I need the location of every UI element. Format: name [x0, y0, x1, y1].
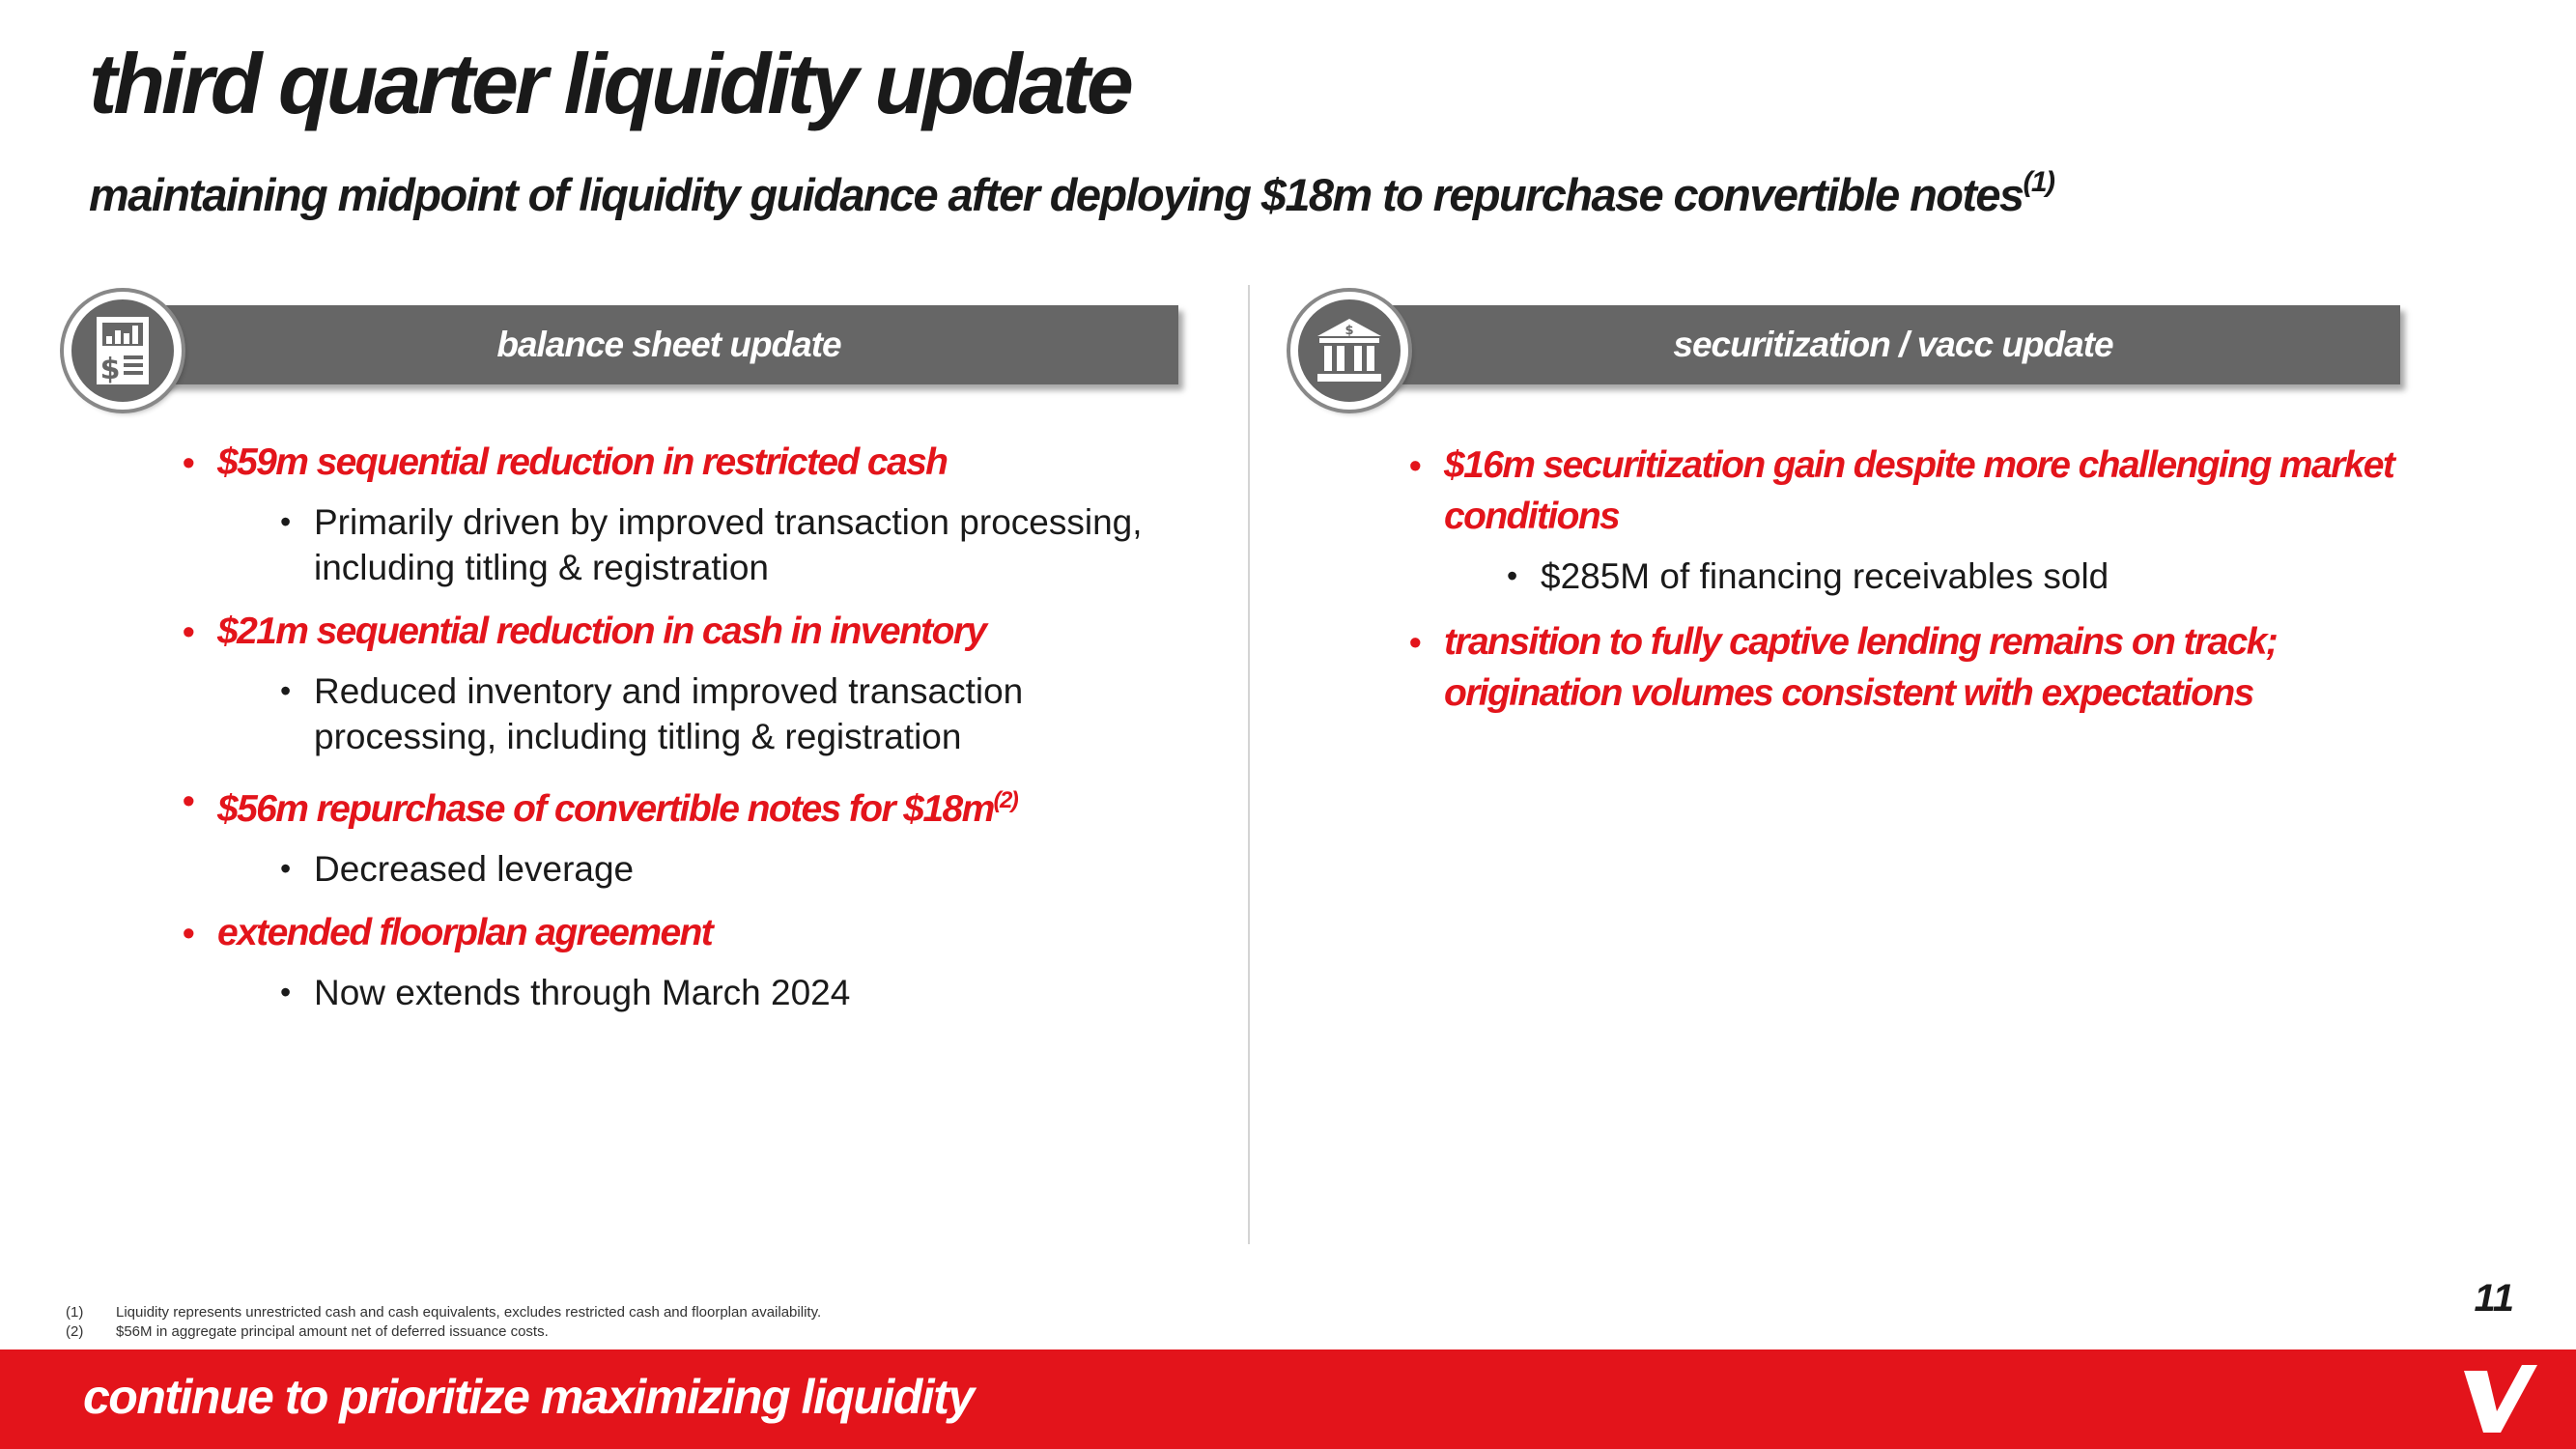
footnote-ref: (2) [993, 787, 1018, 813]
list-subitem: • $285M of financing receivables sold [1405, 554, 2429, 599]
list-subitem: • Now extends through March 2024 [179, 970, 1203, 1015]
footnote-number: (2) [66, 1323, 84, 1340]
list-item: • $21m sequential reduction in cash in inventory [179, 606, 1203, 657]
footnotes [66, 1303, 821, 1342]
list-item: • extended floorplan agreement [179, 907, 1203, 958]
footnote [66, 1322, 821, 1342]
list-item: • $56m repurchase of convertible notes for $\$18m^{(2)}$ [179, 775, 1203, 835]
page-number: 11 [2474, 1277, 2514, 1320]
page-subtitle [89, 166, 2053, 221]
footnote-number: (1) [66, 1304, 84, 1321]
svg-text:$: $ [1345, 324, 1354, 338]
footnote-text: Liquidity represents unrestricted cash and cash equivalents, excludes restricted cash and floorplan availability. [116, 1304, 822, 1321]
list-item: • $59m sequential reduction in restricted cash [179, 437, 1203, 488]
list-subitem: • Decreased leverage [179, 846, 1203, 892]
list-subitem: • Reduced inventory and improved transaction processing, including titling & registration [179, 668, 1203, 759]
securitization-list [1405, 440, 2429, 719]
bank-building-icon [1290, 292, 1408, 410]
list-item: • $16m securitization gain despite more challenging market conditions [1405, 440, 2429, 542]
footer-tagline: continue to prioritize maximizing liquidity [83, 1370, 974, 1424]
column-divider [1248, 285, 1250, 1244]
brand-v-logo [2462, 1363, 2539, 1441]
balance-sheet-header: balance sheet update [496, 325, 841, 364]
list-item: • transition to fully captive lending remains on track; origination volumes consistent with expectations [1405, 616, 2429, 719]
footnote [66, 1303, 821, 1322]
balance-sheet-list [179, 437, 1203, 1031]
footer-bar [0, 1350, 2576, 1449]
page-title: third quarter liquidity update [89, 36, 1130, 131]
footnote-text: $56M in aggregate principal amount net of deferred issuance costs. [116, 1323, 549, 1340]
securitization-banner [1386, 305, 2400, 384]
svg-text:$: $ [99, 353, 121, 386]
subtitle-footnote-ref: (1) [2023, 166, 2054, 198]
balance-sheet-banner [159, 305, 1178, 384]
subtitle-text: maintaining midpoint of liquidity guidance after deploying $18m to repurchase convertible notes [89, 169, 2024, 220]
financial-report-icon [64, 292, 182, 410]
securitization-header: securitization / vacc update [1673, 325, 2113, 364]
list-subitem: • Primarily driven by improved transaction processing, including titling & registration [179, 499, 1203, 590]
